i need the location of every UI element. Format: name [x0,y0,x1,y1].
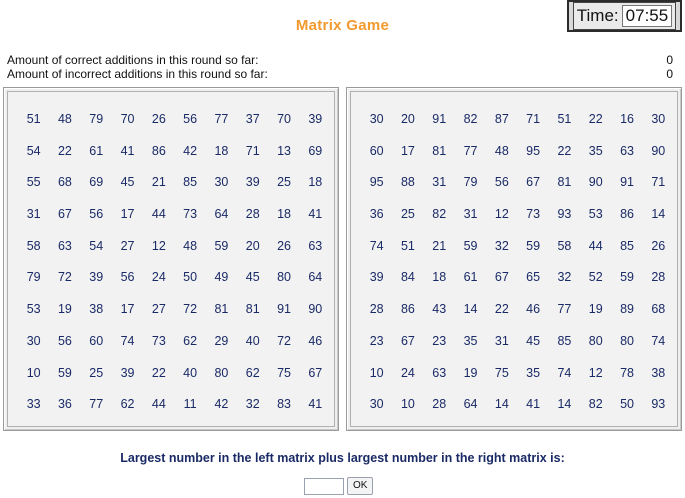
matrix-cell: 46 [526,302,541,317]
matrix-cell: 55 [26,175,41,190]
matrix-cell: 72 [57,270,72,285]
matrix-cell: 28 [245,207,260,222]
matrix-cell: 63 [432,365,447,380]
matrix-cell: 40 [245,333,260,348]
matrix-cell: 26 [651,238,666,253]
matrix-cell: 71 [245,143,260,158]
timer [567,0,682,32]
matrix-cell: 10 [400,397,415,412]
matrix-cell: 81 [214,302,229,317]
matrix-cell: 22 [557,143,572,158]
matrix-cell: 71 [526,112,541,126]
matrix-cell: 59 [463,238,478,253]
matrix-cell: 80 [620,333,634,348]
incorrect-additions-row [7,67,673,81]
matrix-cell: 46 [308,333,323,348]
matrix-cell: 26 [151,112,166,126]
matrix-cell: 90 [588,175,603,190]
matrix-cell: 19 [57,302,72,317]
matrix-cell: 18 [277,207,291,222]
matrix-cell: 62 [183,333,198,348]
matrix-cell: 67 [57,207,72,222]
matrix-cell: 14 [557,397,572,412]
matrix-cell: 39 [369,270,384,285]
matrix-cell: 69 [89,175,104,190]
matrix-cell: 81 [557,175,572,190]
matrix-cell: 30 [369,397,384,412]
matrix-cell: 70 [120,112,135,126]
matrix-cell: 72 [277,333,291,348]
matrix-cell: 23 [432,333,447,348]
matrix-cell: 73 [151,333,166,348]
matrix-cell: 50 [183,270,198,285]
matrix-cell: 38 [89,302,104,317]
ok-button[interactable]: OK [347,477,373,495]
matrix-cell: 24 [400,365,415,380]
matrix-cell: 41 [308,207,323,222]
matrix-cell: 65 [526,270,541,285]
matrix-cell: 93 [651,397,666,412]
correct-additions-label: Amount of correct additions in this round so far: [7,53,259,67]
matrix-cell: 93 [557,207,572,222]
matrix-cell: 51 [557,112,572,126]
matrix-cell: 85 [183,175,198,190]
matrix-cell: 68 [57,175,72,190]
matrix-cell: 25 [89,365,104,380]
matrix-cell: 31 [432,175,447,190]
matrix-cell: 28 [369,302,384,317]
matrix-cell: 17 [400,143,415,158]
matrix-cell: 38 [651,365,666,380]
matrix-cell: 36 [57,397,72,412]
timer-value: 07:55 [622,5,673,27]
matrix-cell: 39 [89,270,104,285]
matrix-cell: 30 [369,112,384,126]
matrix-cell: 22 [57,143,72,158]
matrix-cell: 79 [89,112,104,126]
matrix-cell: 24 [151,270,166,285]
matrix-cell: 39 [308,112,323,126]
matrix-cell: 28 [651,270,666,285]
matrix-cell: 18 [308,175,323,190]
matrix-cell: 41 [120,143,135,158]
matrix-cell: 27 [120,238,135,253]
left-matrix-frame [7,91,335,427]
matrix-cell: 56 [183,112,198,126]
matrix-cell: 42 [183,143,198,158]
matrix-cell: 48 [183,238,198,253]
matrix-cell: 64 [308,270,323,285]
matrix-cell: 82 [588,397,603,412]
matrix-cell: 72 [183,302,198,317]
matrix-cell: 67 [526,175,541,190]
game-title: Matrix Game [295,17,390,34]
matrix-cell: 53 [26,302,41,317]
matrix-cell: 80 [588,333,603,348]
matrix-cell: 60 [89,333,104,348]
matrix-cell: 30 [651,112,666,126]
matrix-cell: 64 [214,207,229,222]
matrix-cell: 12 [494,207,509,222]
right-matrix [346,87,682,431]
matrix-cell: 84 [400,270,415,285]
matrix-cell: 95 [526,143,541,158]
matrix-cell: 39 [245,175,260,190]
matrix-cell: 13 [277,143,291,158]
matrix-cell: 91 [277,302,291,317]
matrix-cell: 82 [432,207,447,222]
matrix-cell: 56 [57,333,72,348]
matrix-cell: 74 [120,333,135,348]
matrix-cell: 31 [494,333,509,348]
matrix-cell: 21 [432,238,447,253]
matrix-cell: 35 [463,333,478,348]
matrix-cell: 48 [57,112,72,126]
matrix-cell: 50 [620,397,634,412]
matrix-cell: 49 [214,270,229,285]
matrix-cell: 77 [557,302,572,317]
matrix-cell: 58 [26,238,41,253]
matrix-cell: 71 [651,175,666,190]
matrix-cell: 35 [588,143,603,158]
matrix-cell: 12 [588,365,603,380]
matrix-cell: 62 [245,365,260,380]
matrix-cell: 74 [557,365,572,380]
matrix-cell: 52 [588,270,603,285]
matrix-cell: 59 [526,238,541,253]
right-matrix-grid [361,104,674,421]
matrix-cell: 10 [369,365,384,380]
matrix-cell: 56 [89,207,104,222]
matrix-cell: 86 [400,302,415,317]
matrix-cell: 77 [463,143,478,158]
answer-row [304,477,373,495]
matrix-cell: 19 [588,302,603,317]
matrix-cell: 31 [463,207,478,222]
matrix-cell: 69 [308,143,323,158]
matrix-cell: 73 [183,207,198,222]
matrix-cell: 30 [214,175,229,190]
matrix-cell: 16 [620,112,634,126]
matrix-cell: 74 [369,238,384,253]
matrix-cell: 28 [432,397,447,412]
matrix-cell: 25 [400,207,415,222]
matrix-cell: 79 [26,270,41,285]
matrix-cell: 45 [120,175,135,190]
matrix-cell: 54 [26,143,41,158]
matrix-cell: 86 [151,143,166,158]
matrix-cell: 80 [214,365,229,380]
stats-panel [7,53,673,81]
matrix-cell: 68 [651,302,666,317]
matrix-cell: 23 [369,333,384,348]
answer-input[interactable] [304,478,344,495]
matrix-cell: 20 [400,112,415,126]
matrix-cell: 81 [245,302,260,317]
matrix-cell: 10 [26,365,41,380]
matrix-cell: 74 [651,333,666,348]
matrix-cell: 39 [120,365,135,380]
matrix-cell: 82 [463,112,478,126]
matrix-cell: 62 [120,397,135,412]
matrix-cell: 37 [245,112,260,126]
matrix-cell: 70 [277,112,291,126]
matrix-cell: 17 [120,207,135,222]
timer-label: Time: [576,6,619,25]
matrix-cell: 44 [588,238,603,253]
matrix-cell: 19 [463,365,478,380]
matrix-cell: 14 [494,397,509,412]
matrix-cell: 63 [308,238,323,253]
matrix-cell: 80 [277,270,291,285]
matrix-cell: 73 [526,207,541,222]
matrix-cell: 91 [620,175,634,190]
matrix-cell: 32 [557,270,572,285]
left-matrix-grid [18,104,331,421]
matrix-cell: 77 [89,397,104,412]
matrix-cell: 29 [214,333,229,348]
matrix-cell: 25 [277,175,291,190]
matrix-cell: 75 [277,365,291,380]
matrix-cell: 85 [620,238,634,253]
matrix-cell: 33 [26,397,41,412]
matrix-cell: 61 [89,143,104,158]
matrix-cell: 51 [26,112,41,126]
matrix-cell: 91 [432,112,447,126]
matrix-cell: 58 [557,238,572,253]
matrix-cell: 53 [588,207,603,222]
matrix-cell: 67 [494,270,509,285]
matrix-cell: 31 [26,207,41,222]
matrix-cell: 30 [26,333,41,348]
matrix-cell: 85 [557,333,572,348]
matrix-cell: 75 [494,365,509,380]
matrix-cell: 90 [308,302,323,317]
matrix-cell: 41 [526,397,541,412]
matrix-cell: 78 [620,365,634,380]
matrix-cell: 63 [57,238,72,253]
incorrect-additions-label: Amount of incorrect additions in this round so far: [7,67,268,81]
matrix-cell: 56 [120,270,135,285]
matrix-cell: 26 [277,238,291,253]
matrix-cell: 63 [620,143,634,158]
matrix-cell: 67 [308,365,323,380]
incorrect-additions-count: 0 [666,67,673,81]
matrix-cell: 56 [494,175,509,190]
matrix-cell: 17 [120,302,135,317]
matrix-cell: 86 [620,207,634,222]
matrix-cell: 42 [214,397,229,412]
matrix-cell: 89 [620,302,634,317]
right-matrix-frame [350,91,678,427]
correct-additions-count: 0 [666,53,673,67]
matrix-cell: 45 [526,333,541,348]
matrix-cell: 59 [620,270,634,285]
question-text: Largest number in the left matrix plus largest number in the right matrix is: [120,451,565,465]
matrix-cell: 59 [214,238,229,253]
matrix-cell: 67 [400,333,415,348]
matrix-cell: 35 [526,365,541,380]
correct-additions-row [7,53,673,67]
matrix-cell: 87 [494,112,509,126]
matrix-cell: 90 [651,143,666,158]
matrix-cell: 61 [463,270,478,285]
matrix-cell: 54 [89,238,104,253]
matrix-cell: 32 [494,238,509,253]
matrix-cell: 18 [432,270,447,285]
matrix-cell: 43 [432,302,447,317]
matrix-cell: 95 [369,175,384,190]
matrix-cell: 32 [245,397,260,412]
timer-inner [573,2,676,30]
left-matrix [3,87,339,431]
matrix-cell: 59 [57,365,72,380]
matrix-cell: 27 [151,302,166,317]
matrix-cell: 18 [214,143,229,158]
matrix-cell: 44 [151,207,166,222]
matrix-cell: 88 [400,175,415,190]
matrix-cell: 44 [151,397,166,412]
matrix-cell: 22 [151,365,166,380]
matrix-cell: 51 [400,238,415,253]
matrix-cell: 41 [308,397,323,412]
matrix-cell: 20 [245,238,260,253]
matrix-cell: 60 [369,143,384,158]
matrix-cell: 77 [214,112,229,126]
matrix-cell: 40 [183,365,198,380]
matrix-cell: 11 [183,397,197,412]
matrix-cell: 36 [369,207,384,222]
matrix-cell: 14 [651,207,666,222]
matrix-cell: 14 [463,302,478,317]
matrix-cell: 83 [277,397,291,412]
matrix-cell: 48 [494,143,509,158]
matrix-cell: 22 [494,302,509,317]
matrix-cell: 79 [463,175,478,190]
matrix-cell: 81 [432,143,447,158]
matrix-cell: 64 [463,397,478,412]
matrix-cell: 12 [151,238,166,253]
matrix-cell: 21 [151,175,166,190]
matrix-cell: 22 [588,112,603,126]
matrix-cell: 45 [245,270,260,285]
